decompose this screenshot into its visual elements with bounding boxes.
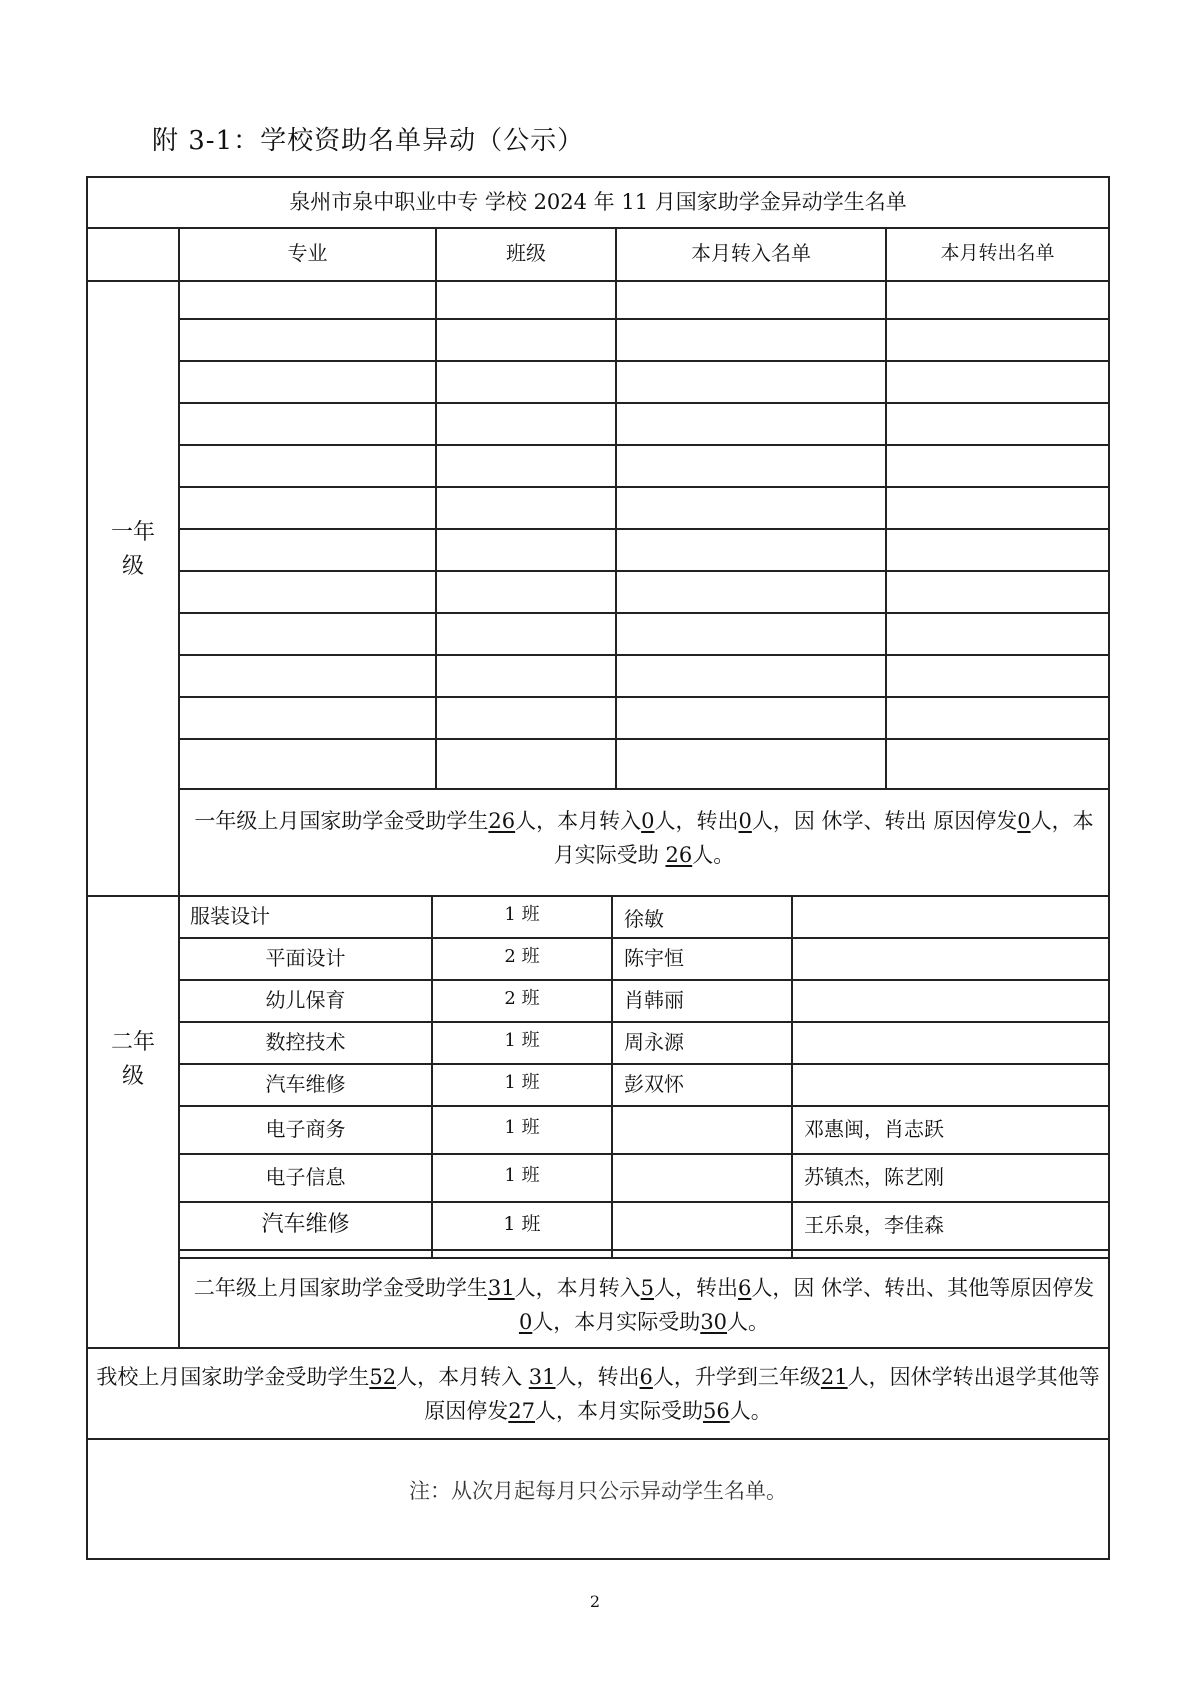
rule-g1-row: [178, 788, 1108, 790]
cell-class: 1 班: [504, 1072, 540, 1093]
summary-number: 6: [738, 1276, 752, 1300]
rule-g2-row: [178, 1105, 1108, 1107]
student-change-table: [86, 176, 1110, 1560]
cell-major: 幼儿保育: [265, 988, 346, 1012]
summary-number: 0: [1017, 809, 1031, 833]
summary-text: 人，转出: [654, 809, 739, 833]
grade1-summary: [188, 804, 1100, 872]
summary-text: 人，本月转入: [515, 809, 642, 833]
cell-major: 服装设计: [190, 904, 270, 928]
table-title: 泉州市泉中职业中专 学校 2024 年 11 月国家助学金异动学生名单: [289, 190, 907, 214]
summary-text: 人，转出: [555, 1365, 640, 1389]
cell-major: 汽车维修: [265, 1072, 346, 1096]
rule-g2-row: [178, 937, 1108, 939]
grade2-label: 二年级: [110, 1030, 155, 1089]
summary-number: 0: [738, 809, 752, 833]
rule-g2-row: [178, 1201, 1108, 1203]
summary-number: 31: [528, 1365, 556, 1389]
summary-number: 30: [700, 1310, 728, 1334]
grade2-summary: [188, 1271, 1100, 1339]
rule-g1-row: [178, 570, 1108, 572]
summary-number: 26: [488, 809, 516, 833]
summary-text: 一年级上月国家助学金受助学生: [194, 809, 489, 833]
rule-g1-row: [178, 738, 1108, 740]
table-note: 注：从次月起每月只公示异动学生名单。: [409, 1479, 787, 1503]
rule-g1-col3: [885, 280, 887, 788]
page-number: 2: [589, 1592, 601, 1611]
summary-text: 人，转出: [654, 1276, 739, 1300]
header-class: 班级: [506, 241, 546, 265]
rule-g1-row: [178, 528, 1108, 530]
summary-number: 0: [641, 809, 655, 833]
page-heading: 附 3-1：学校资助名单异动（公示）: [152, 126, 585, 156]
rule-g1-row: [178, 654, 1108, 656]
summary-text: 人，本月实际受助: [553, 809, 1094, 867]
summary-number: 31: [487, 1276, 515, 1300]
cell-major: 平面设计: [265, 946, 346, 970]
rule-title: [88, 227, 1108, 229]
rule-g2-row: [178, 979, 1108, 981]
cell-transfer-out: 王乐泉，李佳森: [804, 1213, 944, 1237]
cell-major: 数控技术: [265, 1030, 346, 1054]
summary-text: 人，本月实际受助: [532, 1310, 701, 1334]
summary-text: 我校上月国家助学金受助学生: [96, 1365, 370, 1389]
rule-g1-col1: [435, 280, 437, 788]
summary-text: 人。: [727, 1310, 770, 1334]
rule-g1-row: [178, 318, 1108, 320]
summary-number: 27: [508, 1399, 535, 1423]
rule-g2-row: [178, 1021, 1108, 1023]
grade1-label: 一年级: [110, 520, 155, 579]
cell-class: 1 班: [504, 1165, 540, 1186]
rule-g2-row: [178, 1153, 1108, 1155]
header-transfer-out: 本月转出名单: [940, 242, 1055, 264]
summary-number: 5: [640, 1276, 655, 1300]
cell-major: 汽车维修: [261, 1212, 350, 1237]
rule-grade1-end: [88, 895, 1108, 897]
cell-major: 电子信息: [265, 1165, 346, 1189]
cell-class: 1 班: [504, 1117, 540, 1138]
summary-text: 人，因 休学、转出、其他等原因停发: [751, 1276, 1095, 1300]
rule-g1-col2: [615, 280, 617, 788]
rule-g1-row: [178, 360, 1108, 362]
cell-transfer-in: 徐敏: [624, 907, 664, 931]
rule-g1-row: [178, 444, 1108, 446]
cell-class: 2 班: [504, 946, 540, 967]
rule-g1-row: [178, 486, 1108, 488]
rule-header: [88, 280, 1108, 282]
summary-text: 人。: [729, 1399, 772, 1423]
summary-text: 人。: [692, 843, 735, 867]
header-major: 专业: [287, 241, 328, 265]
rule-grade2-end: [88, 1347, 1108, 1349]
rule-g2-row: [178, 1249, 1108, 1251]
cell-class: 1 班: [504, 904, 540, 925]
school-summary: [96, 1360, 1100, 1428]
cell-major: 电子商务: [265, 1117, 346, 1141]
summary-number: 0: [518, 1310, 533, 1334]
cell-transfer-out: 苏镇杰，陈艺刚: [804, 1165, 944, 1189]
summary-number: 21: [820, 1365, 848, 1389]
summary-text: 人，本月转入: [396, 1365, 529, 1389]
summary-number: 52: [369, 1365, 397, 1389]
cell-transfer-in: 周永源: [624, 1030, 684, 1054]
cell-transfer-out: 邓惠闽，肖志跃: [804, 1117, 944, 1141]
cell-class: 2 班: [504, 988, 540, 1009]
summary-text: 二年级上月国家助学金受助学生: [193, 1276, 488, 1300]
summary-text: 人，因 休学、转出 原因停发: [751, 809, 1018, 833]
summary-text: 人，本月实际受助: [535, 1399, 703, 1423]
summary-number: 6: [639, 1365, 653, 1389]
summary-text: 人，本月转入: [514, 1276, 641, 1300]
rule-g1-row: [178, 612, 1108, 614]
rule-g1-row: [178, 696, 1108, 698]
cell-transfer-in: 陈宇恒: [624, 946, 684, 970]
rule-g1-row: [178, 402, 1108, 404]
rule-g2-row: [178, 1063, 1108, 1065]
rule-school-end: [88, 1438, 1108, 1440]
summary-number: 26: [665, 843, 693, 867]
summary-text: 人，因休学转出退学其他等原因停发: [424, 1365, 1100, 1423]
cell-class: 1 班: [504, 1030, 540, 1051]
cell-transfer-in: 肖韩丽: [624, 988, 684, 1012]
header-transfer-in: 本月转入名单: [691, 241, 811, 265]
cell-class: 1 班: [503, 1213, 541, 1235]
cell-transfer-in: 彭双怀: [624, 1072, 684, 1096]
summary-number: 56: [703, 1399, 730, 1423]
summary-text: 人，升学到三年级: [652, 1365, 821, 1389]
rule-g2-row: [178, 1257, 1108, 1259]
